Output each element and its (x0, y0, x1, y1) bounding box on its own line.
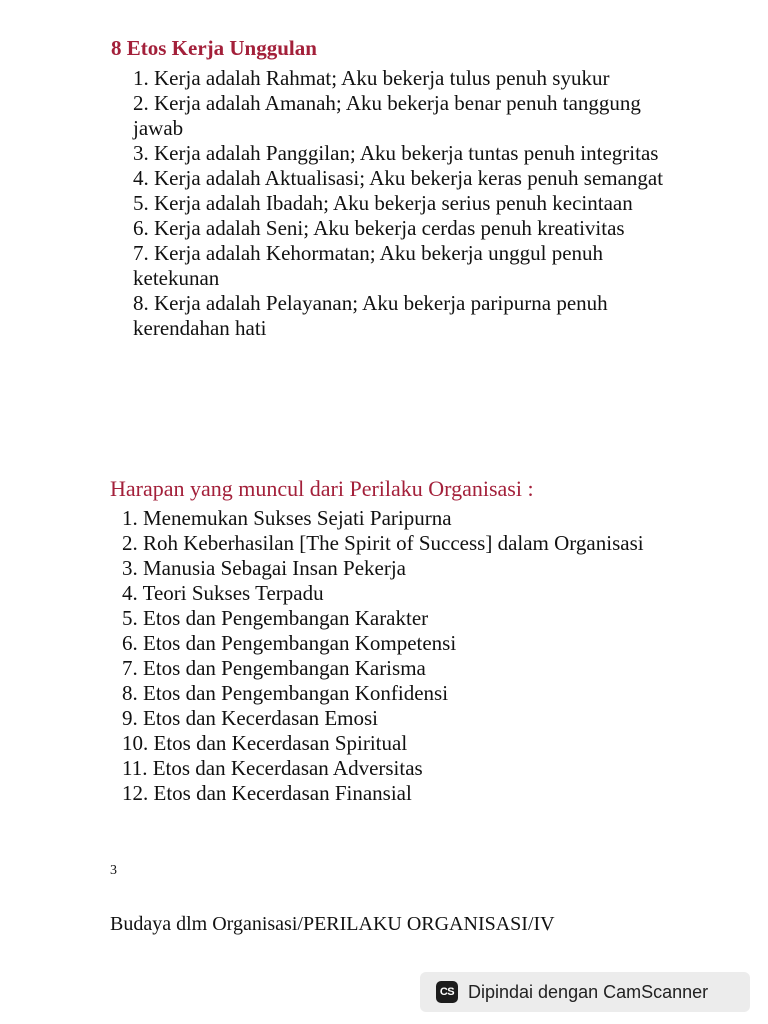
list-item: 8. Kerja adalah Pelayanan; Aku bekerja paripurna penuh kerendahan hati (133, 291, 608, 340)
camscanner-watermark (420, 972, 750, 1012)
list-item: 5. Kerja adalah Ibadah; Aku bekerja serius penuh kecintaan (133, 191, 633, 215)
list-item: 3. Manusia Sebagai Insan Pekerja (122, 556, 407, 580)
harapan-list (122, 506, 682, 806)
list-item: 2. Roh Keberhasilan [The Spirit of Success] dalam Organisasi (122, 531, 644, 555)
page-footer: Budaya dlm Organisasi/PERILAKU ORGANISASI/IV (110, 913, 555, 935)
list-item: 11. Etos dan Kecerdasan Adversitas (122, 756, 423, 780)
list-item: 9. Etos dan Kecerdasan Emosi (122, 706, 379, 730)
list-item: 5. Etos dan Pengembangan Karakter (122, 606, 429, 630)
list-item: 4. Teori Sukses Terpadu (122, 581, 324, 605)
list-item: 6. Etos dan Pengembangan Kompetensi (122, 631, 457, 655)
list-item: 12. Etos dan Kecerdasan Finansial (122, 781, 412, 805)
watermark-text: Dipindai dengan CamScanner (468, 981, 709, 1002)
etos-kerja-list (133, 66, 673, 341)
page-number: 3 (110, 863, 117, 878)
list-item: 8. Etos dan Pengembangan Konfidensi (122, 681, 449, 705)
camscanner-logo-icon: CS (436, 981, 458, 1003)
list-item: 2. Kerja adalah Amanah; Aku bekerja benar penuh tanggung jawab (133, 91, 641, 140)
list-item: 10. Etos dan Kecerdasan Spiritual (122, 731, 408, 755)
section-title-harapan: Harapan yang muncul dari Perilaku Organisasi : (110, 476, 534, 501)
section-title-etos-kerja: 8 Etos Kerja Unggulan (111, 36, 317, 60)
list-item: 6. Kerja adalah Seni; Aku bekerja cerdas penuh kreativitas (133, 216, 625, 240)
list-item: 7. Etos dan Pengembangan Karisma (122, 656, 426, 680)
list-item: 7. Kerja adalah Kehormatan; Aku bekerja unggul penuh ketekunan (133, 241, 604, 290)
list-item: 1. Kerja adalah Rahmat; Aku bekerja tulus penuh syukur (133, 66, 610, 90)
list-item: 3. Kerja adalah Panggilan; Aku bekerja tuntas penuh integritas (133, 141, 659, 165)
list-item: 4. Kerja adalah Aktualisasi; Aku bekerja keras penuh semangat (133, 166, 664, 190)
list-item: 1. Menemukan Sukses Sejati Paripurna (122, 506, 452, 530)
